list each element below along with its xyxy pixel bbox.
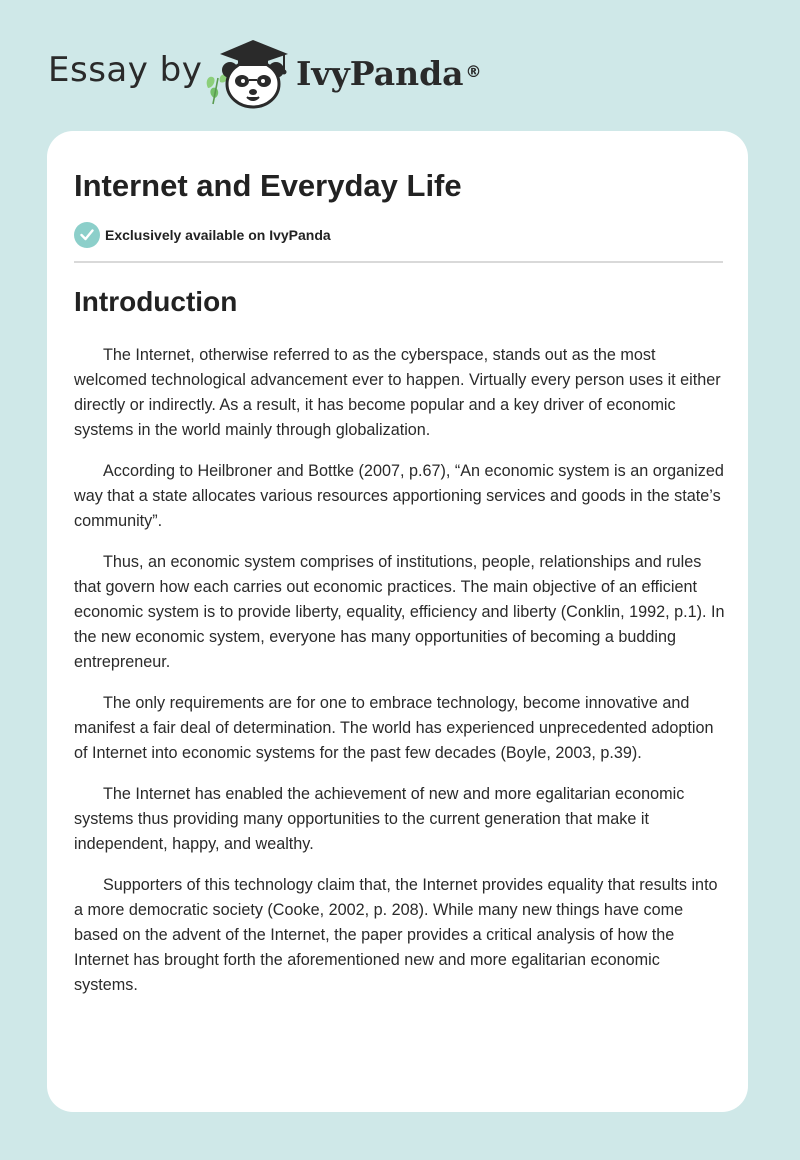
page-title: Internet and Everyday Life <box>74 168 462 203</box>
exclusive-badge <box>74 222 331 248</box>
site-header <box>0 0 800 130</box>
paragraph: The only requirements are for one to embrace technology, become innovative and manifest a fair deal of determination. The world has experienced unprecedented adoption of Internet into economic systems for the past few decades (Boyle, 2003, p.39). <box>74 694 714 762</box>
paragraph: The Internet, otherwise referred to as the cyberspace, stands out as the most welcomed technological advancement ever to happen. Virtually every person uses it either directly or indirectly. As a result, it has become popular and a key driver of economic systems in the world mainly through globalization. <box>74 346 721 439</box>
essay-by-label: Essay by <box>48 50 203 90</box>
check-icon <box>74 222 100 248</box>
paragraph: The Internet has enabled the achievement of new and more egalitarian economic systems thus providing many opportunities to the current generation that make it independent, happy, and wealthy. <box>74 785 685 853</box>
section-heading-introduction: Introduction <box>74 286 238 317</box>
paragraph: Supporters of this technology claim that, the Internet provides equality that results into a more democratic society (Cooke, 2002, p. 208). While many new things have come based on the advent of the Internet, the paper provides a critical analysis of how the Internet has brought forth the aforementioned new and more egalitarian economic systems. <box>74 876 718 994</box>
exclusive-badge-text: Exclusively available on IvyPanda <box>105 227 331 243</box>
paragraph: According to Heilbroner and Bottke (2007, p.67), “An economic system is an organized way that a state allocates various resources apportioning services and goods in the state’s community”. <box>74 462 724 530</box>
divider <box>74 261 723 263</box>
essay-body <box>74 343 726 1014</box>
essay-card <box>47 131 748 1112</box>
brand-text: IvyPanda <box>296 54 464 93</box>
panda-logo-icon[interactable] <box>200 34 296 110</box>
paragraph: Thus, an economic system comprises of institutions, people, relationships and rules that govern how each carries out economic practices. The main objective of an efficient economic system is to provide liberty, equality, efficiency and liberty (Conklin, 1992, p.1). In the new economic system, everyone has many opportunities of becoming a budding entrepreneur. <box>74 553 725 671</box>
brand-name[interactable] <box>296 52 482 96</box>
registered-mark: ® <box>465 62 482 81</box>
